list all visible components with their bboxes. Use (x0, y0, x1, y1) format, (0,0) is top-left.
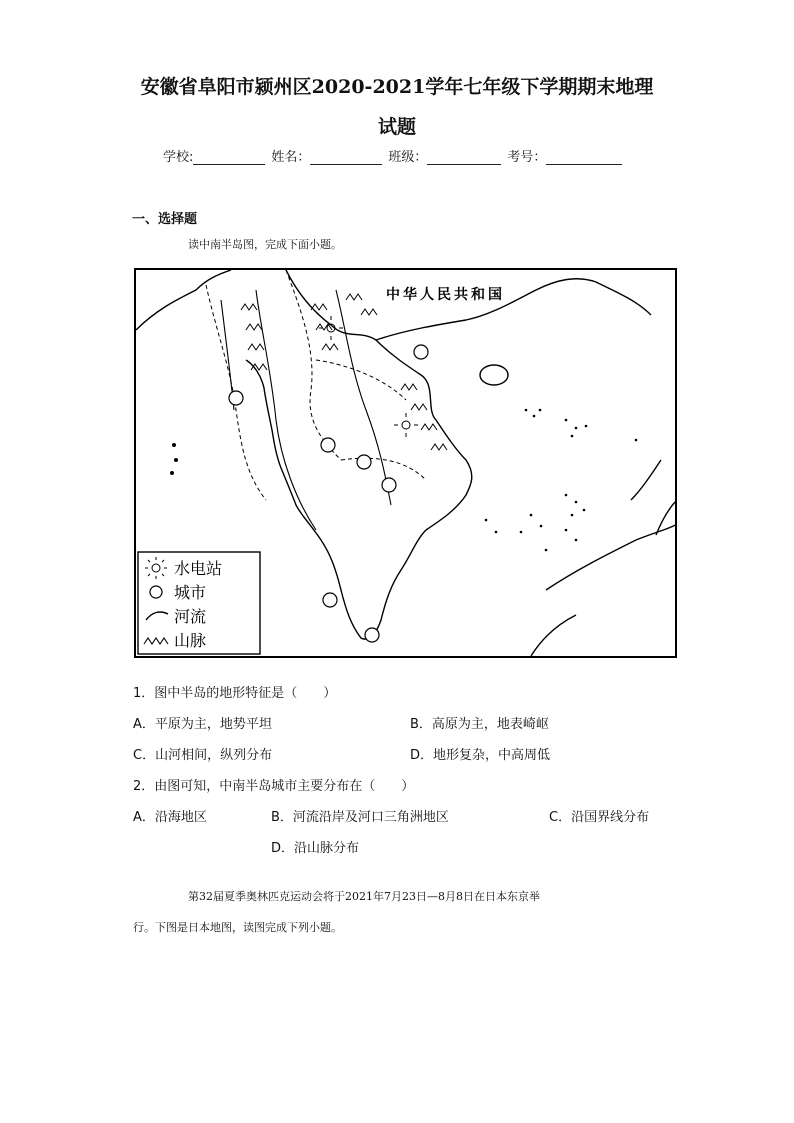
school-blank[interactable] (193, 150, 265, 165)
map-drawing (136, 270, 675, 656)
question-1-stem: 1．图中半岛的地形特征是（ ） (133, 686, 337, 701)
question-1-option-a[interactable]: A．平原为主，地势平坦 (133, 717, 272, 732)
borneo-coast (531, 525, 675, 656)
philippines-coast (631, 460, 675, 535)
legend-label-hydropower: 水电站 (174, 559, 223, 578)
question-1-option-d[interactable]: D．地形复杂，中高周低 (410, 748, 551, 763)
school-label: 学校: (163, 150, 194, 165)
legend-label-mountain: 山脉 (174, 631, 207, 650)
student-info-row (163, 146, 628, 165)
river (256, 290, 316, 530)
island-dots (170, 409, 637, 552)
hydropower-station (319, 316, 418, 437)
question-2-option-d[interactable]: D．沿山脉分布 (271, 841, 360, 856)
question-2-stem: 2．由图可知，中南半岛城市主要分布在（ ） (133, 779, 415, 794)
passage-line-2: 行。下图是日本地图，读图完成下列小题。 (133, 921, 342, 934)
question-2-option-b[interactable]: B．河流沿岸及河口三角洲地区 (271, 810, 449, 825)
hainan-island (480, 365, 508, 385)
country-label: 中华人民共和国 (386, 287, 505, 303)
document-title: 安徽省阜阳市颍州区2020-2021学年七年级下学期期末地理 (140, 76, 654, 98)
exam-number-label: 考号： (507, 150, 547, 165)
name-blank[interactable] (310, 150, 382, 165)
section-intro: 读中南半岛图，完成下面小题。 (188, 238, 342, 251)
section-heading: 一、选择题 (132, 212, 198, 227)
question-1-option-b[interactable]: B．高原为主，地表崎岖 (410, 717, 549, 732)
river (336, 290, 391, 505)
class-blank[interactable] (427, 150, 501, 165)
question-1-option-c[interactable]: C．山河相间，纵列分布 (133, 748, 273, 763)
passage-line-1: 第32届夏季奥林匹克运动会将于2021年7月23日—8月8日在日本东京举 (188, 890, 540, 903)
question-2-option-c[interactable]: C．沿国界线分布 (549, 810, 650, 825)
map-legend (138, 552, 260, 654)
class-label: 班级： (388, 150, 428, 165)
question-2-option-a[interactable]: A．沿海地区 (133, 810, 207, 825)
legend-label-city: 城市 (174, 583, 207, 602)
country-border (206, 270, 426, 500)
legend-label-river: 河流 (174, 607, 207, 626)
exam-number-blank[interactable] (546, 150, 622, 165)
document-title-continued: 试题 (377, 116, 416, 138)
name-label: 姓名： (271, 150, 311, 165)
city-icon (150, 586, 162, 598)
indochina-peninsula-map (134, 268, 677, 658)
